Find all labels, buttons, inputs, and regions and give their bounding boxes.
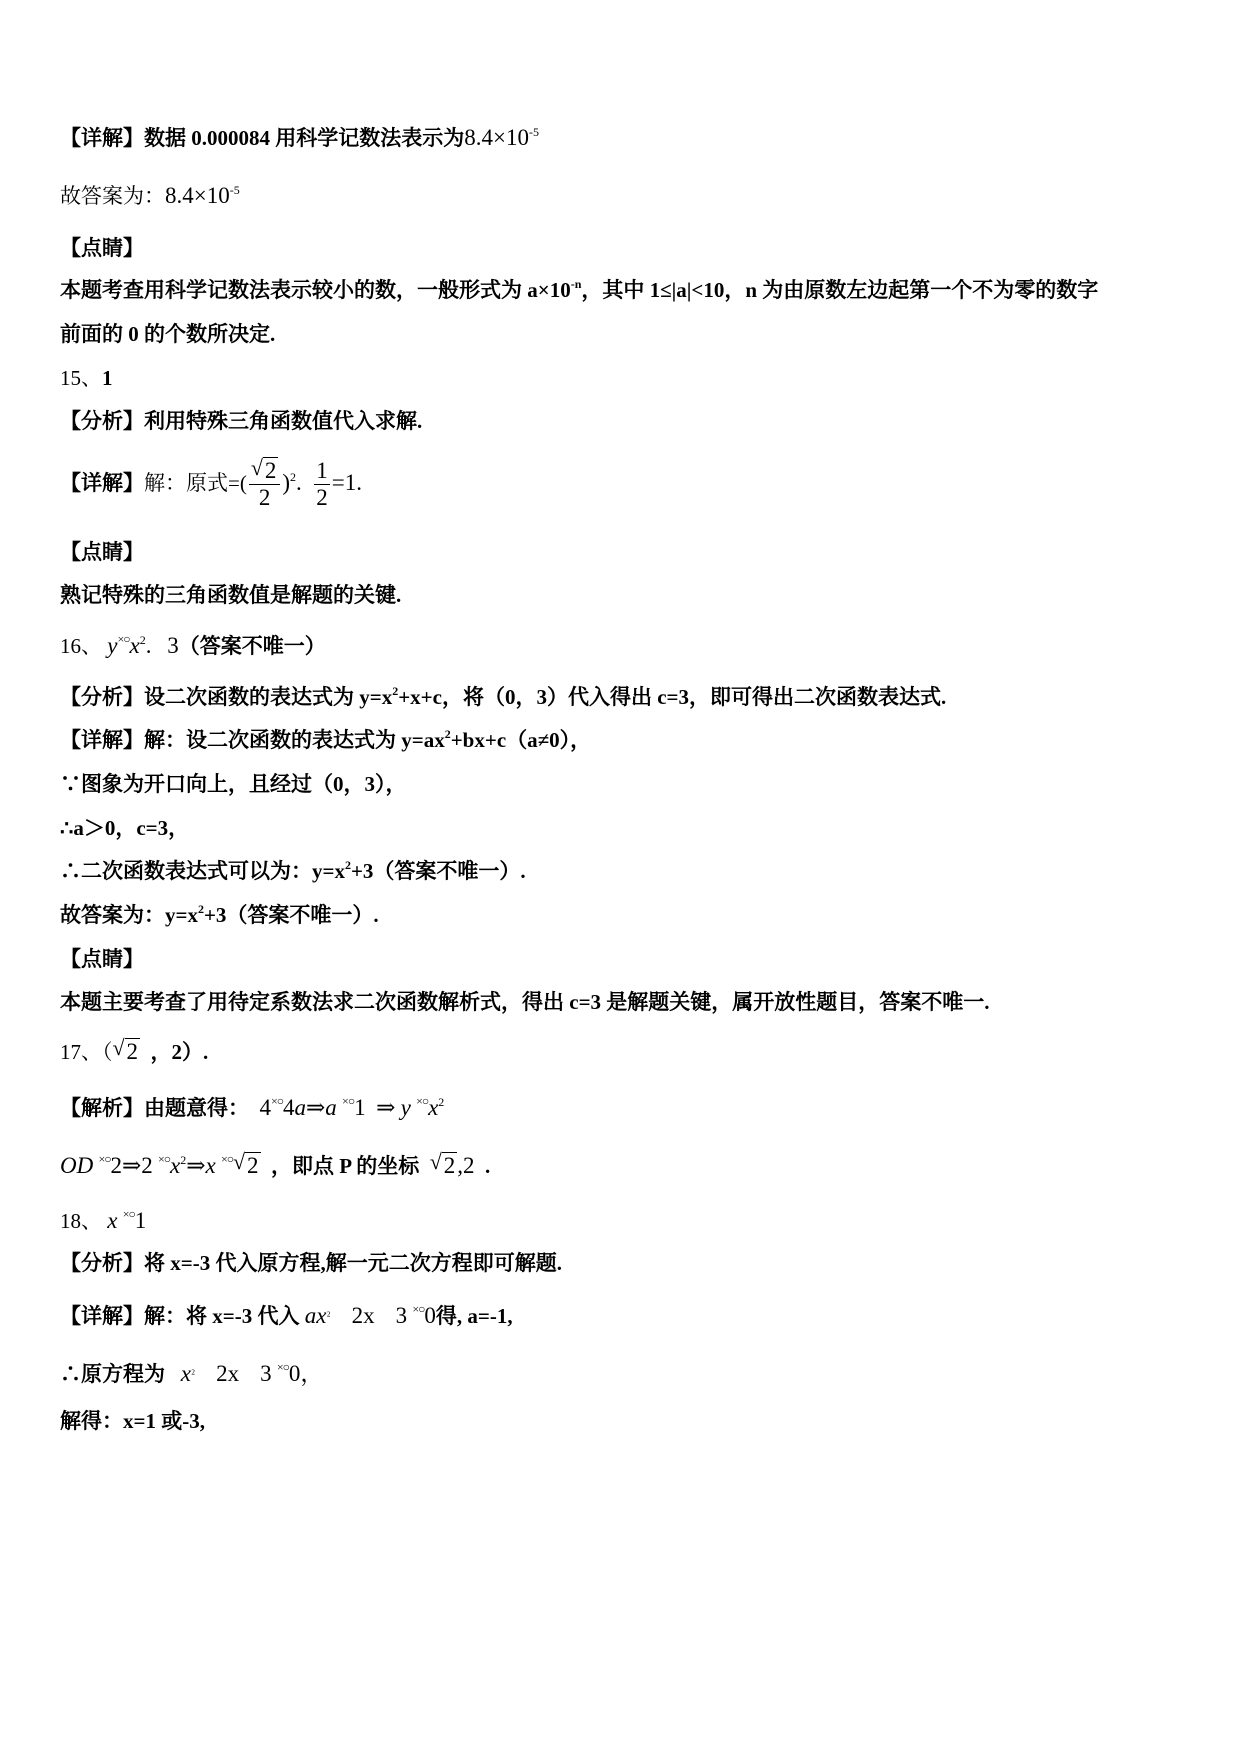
body-text: 故答案为：: [60, 184, 165, 208]
detail-line-16: 【详解】解：设二次函数的表达式为 $y=ax^2+bx+c(a\ne 0)$，: [60, 727, 592, 752]
comment-text-cont: 前面的 0 的个数所决定.: [60, 322, 276, 346]
section-tag: 【详解】: [60, 126, 144, 150]
section-tag-comment: 【点睛】: [60, 540, 144, 564]
question-16: 16、 $y^{\times○}x^2$. 3（答案不唯一）: [60, 632, 326, 658]
math-expression: $8.4\times 10^{-5}$: [464, 125, 539, 150]
answer-line: [60, 182, 240, 210]
fraction: $\frac{1}{2}$: [316, 458, 328, 511]
analysis-line-18: 【分析】将 x=-3 代入原方程,解一元二次方程即可解题.: [60, 1251, 562, 1275]
analysis-line-16: 【分析】设二次函数的表达式为 $y=x^2+x+c$，将（0，3）代入得出 c=3，即可得出二次函数表达式.: [60, 684, 947, 709]
detail-step: ∵图象为开口向上，且经过（0，3），: [60, 772, 407, 796]
section-tag-comment: 【点睛】: [60, 236, 144, 260]
detail-step: ∴a＞0，c=3，: [60, 816, 190, 840]
analysis-line-15: 【分析】利用特殊三角函数值代入求解.: [60, 409, 423, 433]
comment-text: 熟记特殊的三角函数值是解题的关键.: [60, 583, 402, 607]
question-17: 17、（ √ 2 ，2）.: [60, 1035, 209, 1064]
answer-line: 故答案为：$y=x^2+3$（答案不唯一）.: [60, 902, 379, 927]
math-expression: $8.4\times 10^{-5}$: [165, 183, 240, 208]
detail-step: ∴原方程为 $x^{_2}$ 2x 3 ×○0，: [60, 1360, 324, 1386]
question-15: 15、1: [60, 366, 113, 390]
comment-text: 本题考查用科学记数法表示较小的数，一般形式为 $a\times 10^{-n}$，其中 1≤|a|<10，n 为由原数左边起第一个不为零的数字: [60, 277, 1099, 302]
question-18: 18、 x ×○1: [60, 1207, 147, 1233]
comment-text: 本题主要考查了用待定系数法求二次函数解析式，得出 c=3 是解题关键，属开放性题目，答案不唯一.: [60, 990, 990, 1014]
detail-step: ∴二次函数表达式可以为：$y=x^2+3$（答案不唯一）.: [60, 858, 526, 883]
section-tag-comment: 【点睛】: [60, 947, 144, 971]
detail-line-1: [60, 124, 539, 152]
analysis-line-17: 【解析】由题意得： 4×○4a⇒a ×○1 ⇒ y $^{\times○}x^2$: [60, 1094, 445, 1120]
detail-line-15: 【详解】解：原式=( √ 2 2 )$^2$. $\frac{1}{2}$ =1.: [60, 455, 362, 511]
detail-step: 解得：x=1 或-3,: [60, 1409, 205, 1433]
detail-line-18: 【详解】解：将 x=-3 代入 $ax^{_2}$ 2x 3 ×○0得, a=-1,: [60, 1302, 513, 1328]
fraction: √ 2 2: [249, 458, 281, 512]
body-text: 数据 0.000084 用科学记数法表示为: [144, 126, 465, 150]
analysis-line-17b: OD ×○2⇒2 $^{\times○}x^2\Rightarrow x$ ×○ √ 2 ，即点 P 的坐标 √ 2,2 .: [60, 1149, 491, 1178]
